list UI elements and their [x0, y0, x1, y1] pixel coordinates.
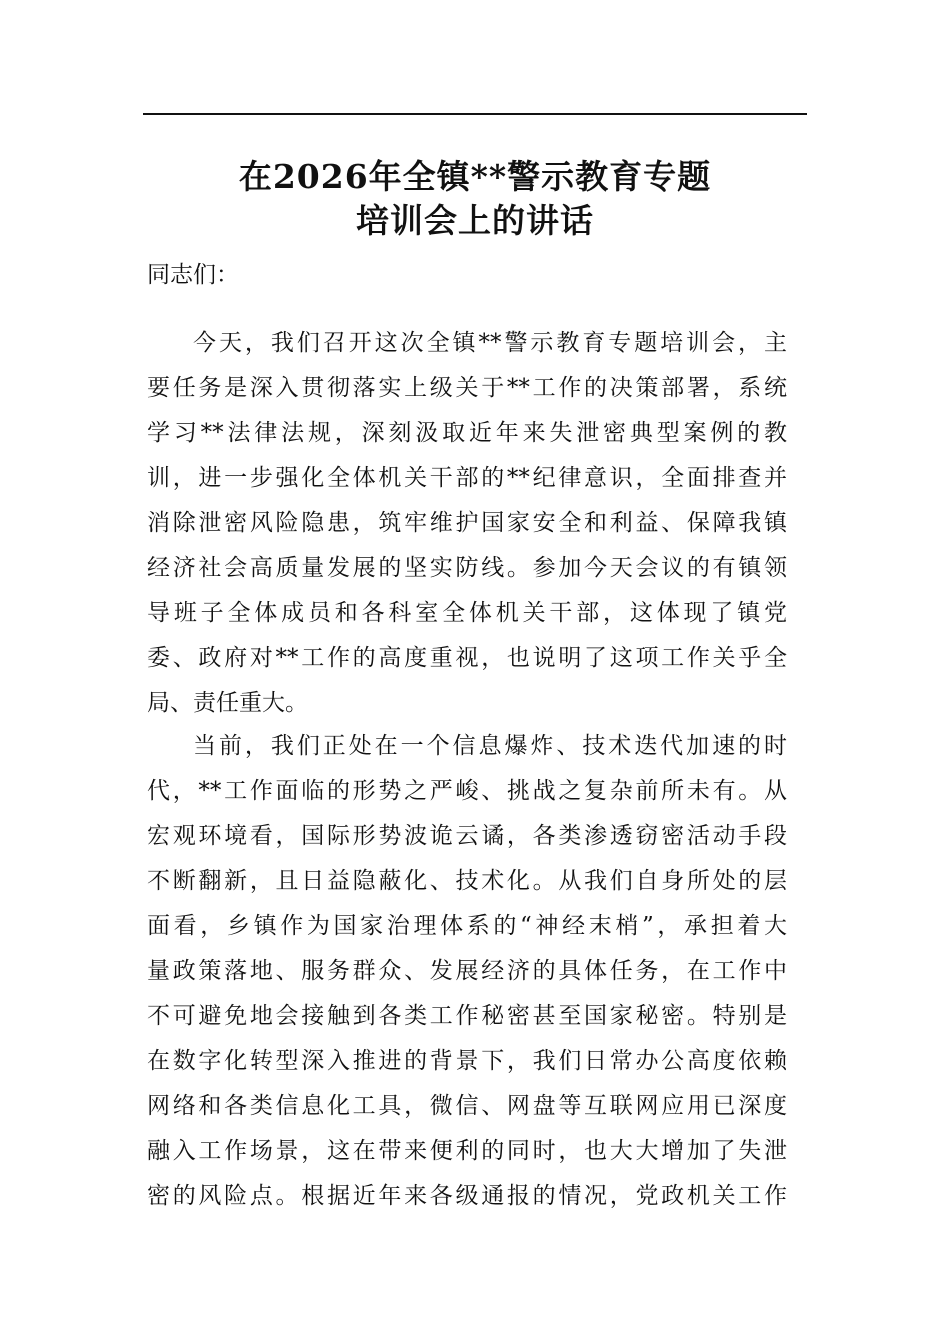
paragraph-2-line: 密的风险点。根据近年来各级通报的情况，党政机关工作	[147, 1183, 787, 1209]
paragraph-1-line: 委、政府对**工作的高度重视，也说明了这项工作关乎全	[147, 645, 787, 671]
paragraph-2-line: 代，**工作面临的形势之严峻、挑战之复杂前所未有。从	[147, 778, 787, 804]
paragraph-2-line: 面看，乡镇作为国家治理体系的“神经末梢”，承担着大	[147, 913, 787, 939]
paragraph-2-line: 不断翻新，且日益隐蔽化、技术化。从我们自身所处的层	[147, 868, 787, 894]
paragraph-1-line: 要任务是深入贯彻落实上级关于**工作的决策部署，系统	[147, 375, 787, 401]
paragraph-1-line: 经济社会高质量发展的坚实防线。参加今天会议的有镇领	[147, 555, 787, 581]
paragraph-1-line: 消除泄密风险隐患，筑牢维护国家安全和利益、保障我镇	[147, 510, 787, 536]
paragraph-1-line: 学习**法律法规，深刻汲取近年来失泄密典型案例的教	[147, 420, 787, 446]
paragraph-2-line: 量政策落地、服务群众、发展经济的具体任务，在工作中	[147, 958, 787, 984]
paragraph-2-line: 网络和各类信息化工具，微信、网盘等互联网应用已深度	[147, 1093, 787, 1119]
paragraph-2-line: 在数字化转型深入推进的背景下，我们日常办公高度依赖	[147, 1048, 787, 1074]
paragraph-2-line: 不可避免地会接触到各类工作秘密甚至国家秘密。特别是	[147, 1003, 787, 1029]
paragraph-1-line: 训，进一步强化全体机关干部的**纪律意识，全面排查并	[147, 465, 787, 491]
paragraph-1	[147, 321, 787, 726]
paragraph-1-line: 今天，我们召开这次全镇**警示教育专题培训会，主	[193, 330, 787, 356]
paragraph-2	[147, 724, 787, 1219]
paragraph-1-line: 局、责任重大。	[147, 690, 308, 716]
header-rule	[143, 113, 807, 115]
paragraph-2-line: 融入工作场景，这在带来便利的同时，也大大增加了失泄	[147, 1138, 787, 1164]
paragraph-2-line: 宏观环境看，国际形势波诡云谲，各类渗透窃密活动手段	[147, 823, 787, 849]
salutation: 同志们：	[147, 262, 239, 288]
paragraph-2-line: 当前，我们正处在一个信息爆炸、技术迭代加速的时	[193, 733, 787, 759]
document-title-line-1: 在2026年全镇**警示教育专题	[238, 157, 712, 196]
paragraph-1-line: 导班子全体成员和各科室全体机关干部，这体现了镇党	[147, 600, 787, 626]
document-title-line-2: 培训会上的讲话	[356, 201, 594, 240]
